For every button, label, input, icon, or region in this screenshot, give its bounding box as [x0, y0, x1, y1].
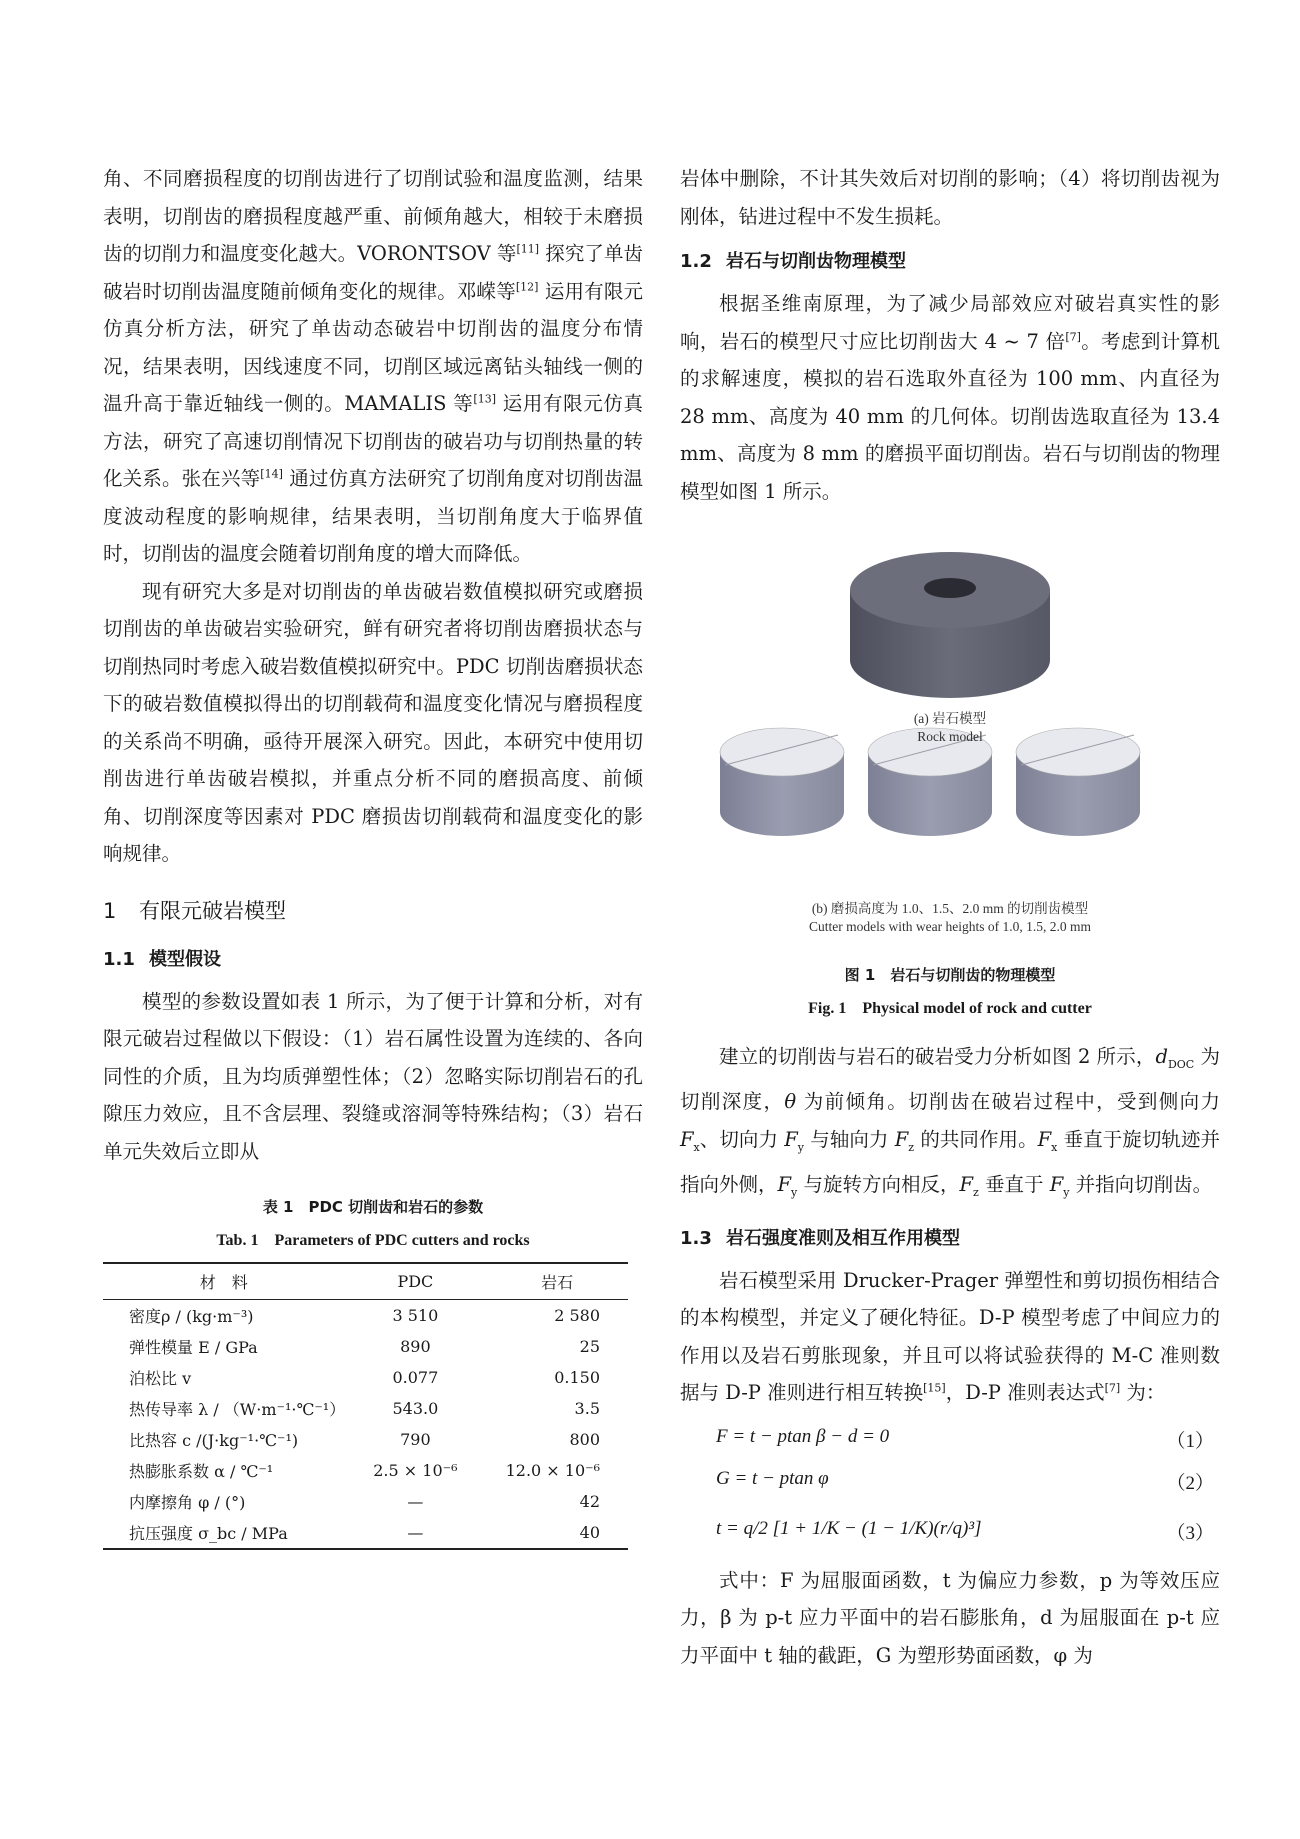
table-cell: 弹性模量 E / GPa	[129, 1338, 258, 1357]
table-cell: 抗压强度 σ_bc / MPa	[103, 1517, 345, 1549]
paragraph: 根据圣维南原理，为了减少局部效应对破岩真实性的影响，岩石的模型尺寸应比切削齿大 4 ~ 7 倍[7]。考虑到计算机的求解速度，模拟的岩石选取外直径为 100 mm、内直径为 28 mm、高度为 40 mm 的几何体。切削齿选取直径为 13.4 mm、高度为 8 mm 的磨损平面切削齿。岩石与切削齿的物理模型如图 1 所示。	[680, 292, 1220, 503]
paragraph: 式中：F 为屈服面函数，t 为偏应力参数，p 为等效压应力，β 为 p-t 应力平面中的岩石膨胀角，d 为屈服面在 p-t 应力平面中 t 轴的截距，G 为塑形势面函数，φ 为	[680, 1568, 1220, 1667]
table-row	[103, 1331, 628, 1362]
subsection-heading: 1.2 岩石与切削齿物理模型	[680, 251, 906, 272]
table-cell: 543.0	[392, 1399, 439, 1418]
subfigure-a-caption: (a) 岩石模型 Rock model	[913, 711, 987, 744]
figure-1	[680, 530, 1220, 950]
paragraph: 建立的切削齿与岩石的破岩受力分析如图 2 所示，$d_{DOC}$ 为切削深度，θ 为前倾角。切削齿在破岩过程中，受到侧向力 $F_x$、切向力 $F_y$ 与轴向力 $F_z$ 的共同作用。$F_x$ 垂直于旋切轨迹并指向外侧，$F_y$ 与旋转方向相反，$F_z$ 垂直于 $F_y$ 并指向切削齿。	[680, 1045, 1221, 1200]
table-cell: —	[345, 1517, 487, 1549]
paragraph: 模型的参数设置如表 1 所示，为了便于计算和分析，对有限元破岩过程做以下假设：（1）岩石属性设置为连续的、各向同性的介质，且为均质弹塑性体；（2）忽略实际切削岩石的孔隙压力效应，且不含层理、裂缝或溶洞等特殊结构；（3）岩石单元失效后立即从	[103, 989, 643, 1163]
table-cell: 42	[579, 1492, 600, 1511]
equation-2: G = t − ptan φ （2）	[716, 1467, 1214, 1494]
table-cell: 泊松比 v	[129, 1369, 192, 1388]
figure-caption-cn: 图 1 岩石与切削齿的物理模型	[844, 966, 1056, 984]
paragraph: 现有研究大多是对切削齿的单齿破岩数值模拟研究或磨损切削齿的单齿破岩实验研究，鲜有研究者将切削齿磨损状态与切削热同时考虑入破岩数值模拟研究中。PDC 切削齿磨损状态下的破岩数值模拟得出的切削载荷和温度变化情况与磨损程度的关系尚不明确，亟待开展深入研究。因此，本研究中使用切削齿进行单齿破岩模拟，并重点分析不同的磨损高度、前倾角、切削深度等因素对 PDC 磨损齿切削载荷和温度变化的影响规律。	[103, 579, 643, 865]
table-caption-cn: 表 1 PDC 切削齿和岩石的参数	[262, 1198, 484, 1216]
rock-model	[850, 552, 1050, 698]
figure-caption-en: Fig. 1 Physical model of rock and cutter	[808, 1000, 1092, 1017]
subfigure-b-caption: (b) 磨损高度为 1.0、1.5、2.0 mm 的切削齿模型 Cutter models with wear heights of 1.0, 1.5, 2.0 mm	[809, 901, 1091, 934]
table-row	[103, 1486, 628, 1517]
column-header: 材 料	[103, 1263, 345, 1300]
table-row	[103, 1455, 628, 1486]
table-cell: 热膨胀系数 α / ℃⁻¹	[129, 1462, 274, 1481]
table-cell: 热传导率 λ / （W·m⁻¹·℃⁻¹）	[129, 1400, 346, 1419]
table-row	[103, 1517, 628, 1549]
paragraph: 岩体中删除，不计其失效后对切削的影响；（4）将切削齿视为刚体，钻进过程中不发生损耗。	[680, 167, 1220, 228]
table-caption-en: Tab. 1 Parameters of PDC cutters and rocks	[216, 1232, 530, 1249]
column-header: PDC	[345, 1263, 487, 1300]
left-column	[103, 160, 643, 1550]
equation-1: F = t − ptan β − d = 0 （1）	[716, 1425, 1214, 1452]
table-cell: 2.5 × 10⁻⁶	[373, 1461, 458, 1480]
table-cell: 890	[400, 1337, 431, 1356]
table-cell: 比热容 c /(J·kg⁻¹·℃⁻¹)	[129, 1431, 299, 1450]
subsection-heading: 1.3 岩石强度准则及相互作用模型	[680, 1227, 960, 1249]
equation-3: t = q/2 [1 + 1/K − (1 − 1/K)(r/q)³] （3）	[716, 1517, 1214, 1544]
section-heading: 1 有限元破岩模型	[103, 898, 286, 923]
table-cell: 密度ρ / (kg·m⁻³)	[129, 1307, 254, 1326]
right-column	[680, 160, 1220, 1674]
table-cell: 790	[400, 1430, 431, 1449]
table-cell: —	[407, 1492, 424, 1511]
table-cell: 0.077	[392, 1368, 439, 1387]
table-cell: 内摩擦角 φ / (°)	[129, 1493, 246, 1512]
table-cell: 12.0 × 10⁻⁶	[505, 1461, 600, 1480]
table-row	[103, 1424, 628, 1455]
table-cell: 25	[579, 1337, 600, 1356]
table-cell: 2 580	[554, 1306, 600, 1325]
table-row	[103, 1393, 628, 1424]
column-header: 岩石	[486, 1263, 628, 1300]
paragraph: 角、不同磨损程度的切削齿进行了切削试验和温度监测，结果表明，切削齿的磨损程度越严重、前倾角越大，相较于未磨损齿的切削力和温度变化越大。VORONTSOV 等[11] 探究了单齿破岩时切削齿温度随前倾角变化的规律。邓嵘等[12] 运用有限元仿真分析方法，研究了单齿动态破岩中切削齿的温度分布情况，结果表明，因线速度不同，切削区域远离钻头轴线一侧的温升高于靠近轴线一侧的。MAMALIS 等[13] 运用有限元仿真方法，研究了高速切削情况下切削齿的破岩功与切削热量的转化关系。张在兴等[14] 通过仿真方法研究了切削角度对切削齿温度波动程度的影响规律，结果表明，当切削角度大于临界值时，切削齿的温度会随着切削角度的增大而降低。	[103, 167, 643, 565]
table-cell: 3.5	[574, 1399, 600, 1418]
paragraph: 岩石模型采用 Drucker-Prager 弹塑性和剪切损伤相结合的本构模型，并定义了硬化特征。D-P 模型考虑了中间应力的作用以及岩石剪胀现象，并且可以将试验获得的 M-C 准则数据与 D-P 准则进行相互转换[15]，D-P 准则表达式[7] 为：	[680, 1268, 1220, 1405]
table-cell: 3 510	[392, 1306, 439, 1325]
table-cell: 0.150	[554, 1368, 600, 1387]
table-row	[103, 1362, 628, 1393]
table-header-row	[103, 1263, 628, 1300]
table-cell: 40	[486, 1517, 628, 1549]
subsection-heading: 1.1 模型假设	[103, 948, 221, 970]
table-row	[103, 1300, 628, 1332]
table-cell: 800	[569, 1430, 600, 1449]
parameters-table	[103, 1262, 628, 1550]
